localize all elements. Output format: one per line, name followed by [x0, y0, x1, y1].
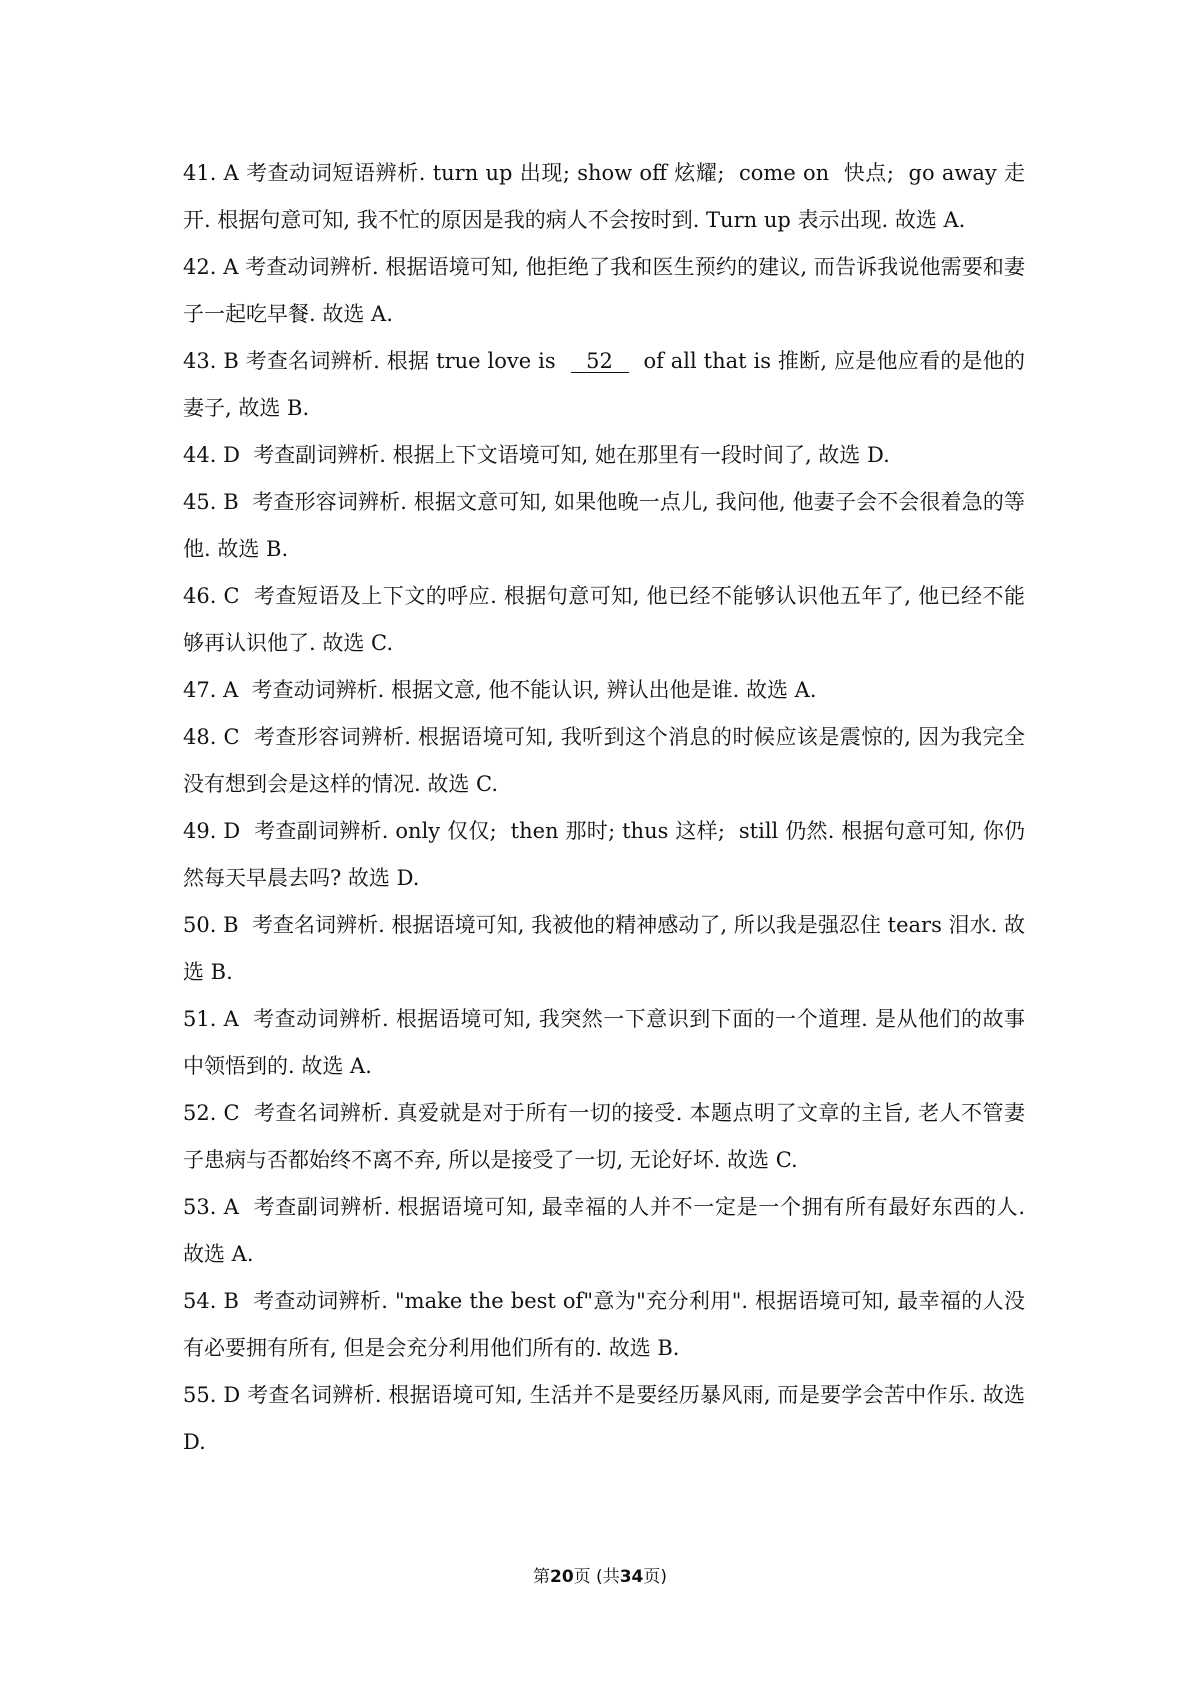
- answer-item-47: [183, 667, 1025, 714]
- page-footer: [0, 1562, 1200, 1587]
- answer-item-49: [183, 808, 1025, 902]
- footer-prefix: 第: [532, 1567, 550, 1587]
- footer-suffix: 页): [643, 1567, 668, 1587]
- answer-text: 44. D 考查副词辨析. 根据上下文语境可知, 她在那里有一段时间了, 故选 D.: [183, 443, 890, 467]
- answer-text: 54. B 考查动词辨析. "make the best of"意为"充分利用". 根据语境可知, 最幸福的人没有必要拥有所有, 但是会充分利用他们所有的. 故选 B.: [183, 1289, 1025, 1360]
- answer-item-53: [183, 1184, 1032, 1278]
- answer-item-54: [183, 1278, 1025, 1372]
- answer-text: of all that is 推断, 应是他应看的是他的妻子, 故选 B.: [183, 349, 1026, 420]
- answer-text: 48. C 考查形容词辨析. 根据语境可知, 我听到这个消息的时候应该是震惊的, 因为我完全没有想到会是这样的情况. 故选 C.: [183, 725, 1025, 796]
- answer-explanations: [183, 150, 1032, 1466]
- answer-item-45: [183, 479, 1025, 573]
- total-page-count: 34: [619, 1567, 644, 1587]
- answer-text: 47. A 考查动词辨析. 根据文意, 他不能认识, 辨认出他是谁. 故选 A.: [183, 678, 817, 702]
- answer-item-42: [183, 244, 1025, 338]
- answer-text: 50. B 考查名词辨析. 根据语境可知, 我被他的精神感动了, 所以我是强忍住 tears 泪水. 故选 B.: [183, 913, 1025, 984]
- answer-text: 41. A 考查动词短语辨析. turn up 出现; show off 炫耀; come on 快点; go away 走开. 根据句意可知, 我不忙的原因是我的病人不会按时到. Turn up 表示出现. 故选 A.: [183, 161, 1025, 232]
- footer-middle: 页 (共: [573, 1567, 620, 1587]
- answer-item-55: [183, 1372, 1032, 1466]
- answer-item-44: [183, 432, 1025, 479]
- answer-text: 46. C 考查短语及上下文的呼应. 根据句意可知, 他已经不能够认识他五年了, 他已经不能够再认识他了. 故选 C.: [183, 584, 1025, 655]
- answer-item-50: [183, 902, 1025, 996]
- answer-item-41: [183, 150, 1025, 244]
- answer-item-52: [183, 1090, 1025, 1184]
- answer-item-46: [183, 573, 1025, 667]
- answer-item-51: [183, 996, 1025, 1090]
- answer-text: 52. C 考查名词辨析. 真爱就是对于所有一切的接受. 本题点明了文章的主旨, 老人不管妻子患病与否都始终不离不弃, 所以是接受了一切, 无论好坏. 故选 C.: [183, 1101, 1025, 1172]
- answer-text: 55. D 考查名词辨析. 根据语境可知, 生活并不是要经历暴风雨, 而是要学会苦中作乐. 故选 D.: [183, 1383, 1032, 1454]
- answer-item-48: [183, 714, 1025, 808]
- answer-text: 42. A 考查动词辨析. 根据语境可知, 他拒绝了我和医生预约的建议, 而告诉我说他需要和妻子一起吃早餐. 故选 A.: [183, 255, 1025, 326]
- answer-text: 45. B 考查形容词辨析. 根据文意可知, 如果他晚一点儿, 我问他, 他妻子会不会很着急的等他. 故选 B.: [183, 490, 1025, 561]
- answer-text: 43. B 考查名词辨析. 根据 true love is: [183, 349, 563, 373]
- answer-text: 51. A 考查动词辨析. 根据语境可知, 我突然一下意识到下面的一个道理. 是从他们的故事中领悟到的. 故选 A.: [183, 1007, 1025, 1078]
- answer-text: 53. A 考查副词辨析. 根据语境可知, 最幸福的人并不一定是一个拥有所有最好东西的人. 故选 A.: [183, 1195, 1032, 1266]
- answer-item-43: [183, 338, 1025, 432]
- current-page-number: 20: [549, 1567, 574, 1587]
- answer-text: 49. D 考查副词辨析. only 仅仅; then 那时; thus 这样; still 仍然. 根据句意可知, 你仍然每天早晨去吗? 故选 D.: [183, 819, 1025, 890]
- blank-number: 52: [571, 350, 629, 373]
